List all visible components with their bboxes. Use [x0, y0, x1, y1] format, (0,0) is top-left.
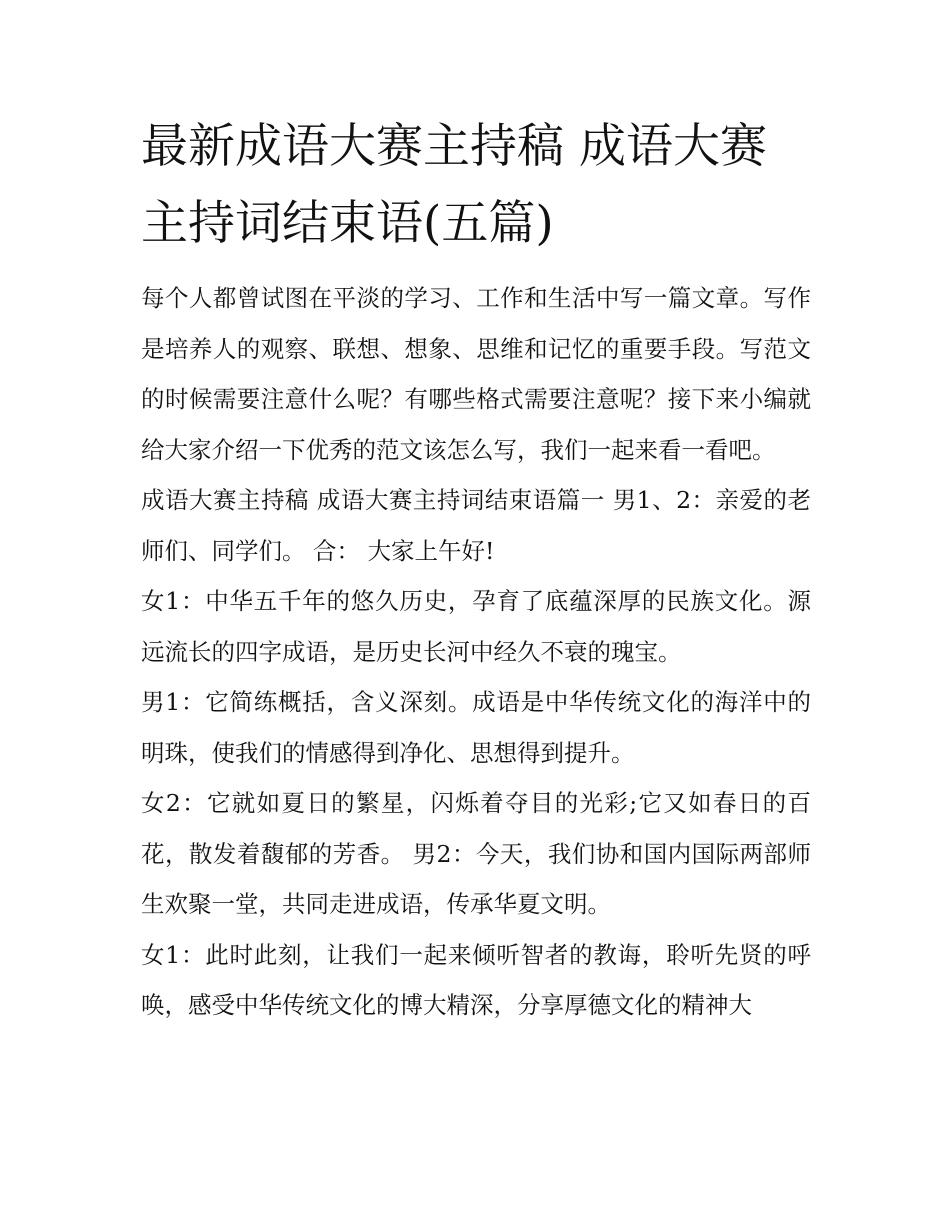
paragraph-opening: 成语大赛主持稿 成语大赛主持词结束语篇一 男1、2：亲爱的老师们、同学们。 合： 大家上午好!	[141, 486, 811, 565]
paragraph-female-2: 女2：它就如夏日的繁星，闪烁着夺目的光彩;它又如春日的百花，散发着馥郁的芳香。 男2：今天，我们协和国内国际两部师生欢聚一堂，共同走进成语，传承华夏文明。	[141, 789, 811, 918]
paragraph-male-1: 男1：它简练概括，含义深刻。成语是中华传统文化的海洋中的明珠，使我们的情感得到净化、思想得到提升。	[141, 688, 811, 767]
paragraph-female-1: 女1：中华五千年的悠久历史，孕育了底蕴深厚的民族文化。源远流长的四字成语，是历史长河中经久不衰的瑰宝。	[141, 587, 811, 666]
paragraph-female-1-second: 女1：此时此刻，让我们一起来倾听智者的教诲，聆听先贤的呼唤，感受中华传统文化的博大精深，分享厚德文化的精神大	[141, 940, 811, 1019]
paragraph-intro: 每个人都曾试图在平淡的学习、工作和生活中写一篇文章。写作是培养人的观察、联想、想象、思维和记忆的重要手段。写范文的时候需要注意什么呢？有哪些格式需要注意呢？接下来小编就给大家介绍一下优秀的范文该怎么写，我们一起来看一看吧。	[141, 284, 811, 464]
document-body	[141, 108, 811, 1031]
document-title: 最新成语大赛主持稿 成语大赛主持词结束语(五篇)	[141, 119, 767, 251]
